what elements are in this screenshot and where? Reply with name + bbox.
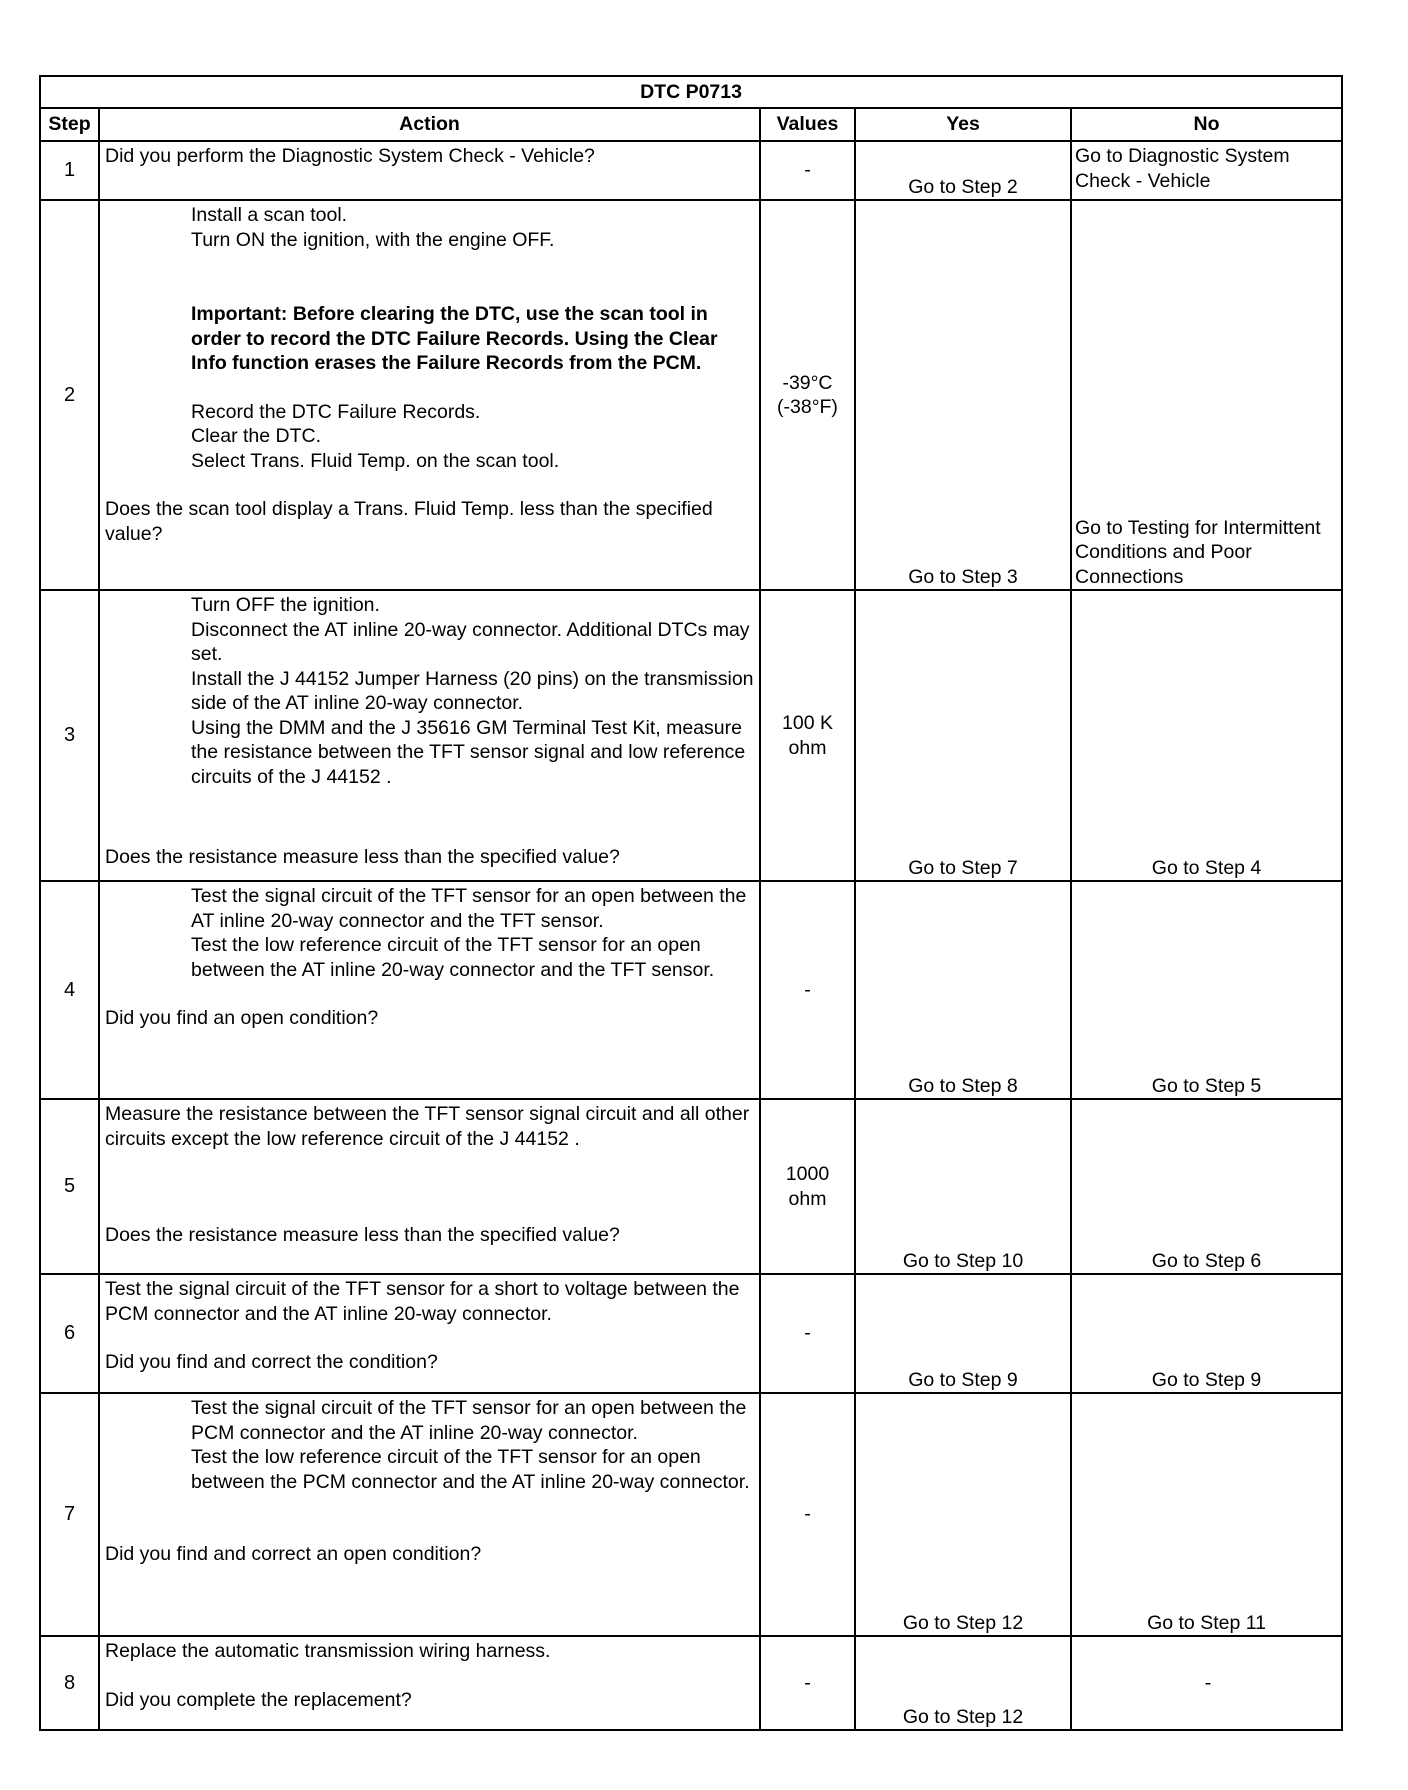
action-step: Disconnect the AT inline 20-way connector. Additional DTCs may set. [191,618,750,665]
action-text: Replace the automatic transmission wiring harness. [105,1640,551,1662]
action-question: Does the scan tool display a Trans. Fluid Temp. less than the specified value? [105,498,713,545]
action-step: Clear the DTC. [191,425,322,447]
action-step: Record the DTC Failure Records. [191,400,481,423]
step-number: 7 [40,1393,99,1636]
action-text: Did you perform the Diagnostic System Check - Vehicle? [105,145,595,167]
step-number: 1 [40,141,99,200]
no-cell: Go to Step 9 [1071,1274,1342,1393]
action-step: Install a scan tool. [191,204,348,226]
dtc-document [39,75,1341,1731]
no-cell: Go to Diagnostic System Check - Vehicle [1071,141,1342,200]
action-step: Install the J 44152 Jumper Harness (20 pins) on the transmission side of the AT inline 20-way connector. [191,667,754,714]
step-number: 8 [40,1636,99,1730]
header-action: Action [99,108,760,141]
action-question: Does the resistance measure less than the specified value? [105,1224,620,1246]
action-cell [99,590,760,881]
action-step: Turn ON the ignition, with the engine OFF. [191,228,555,251]
action-question: Did you find an open condition? [105,1007,379,1029]
value-cell: - [760,1636,855,1730]
yes-cell: Go to Step 12 [855,1636,1071,1730]
action-step: Turn OFF the ignition. [191,594,380,616]
yes-cell: Go to Step 10 [855,1099,1071,1274]
table-title: DTC P0713 [40,76,1342,108]
table-row [40,1393,1342,1636]
action-step: Test the low reference circuit of the TFT sensor for an open between the PCM connector and the AT inline 20-way connector. [191,1446,750,1493]
table-row [40,1636,1342,1730]
action-cell [99,1636,760,1730]
header-yes: Yes [855,108,1071,141]
step-number: 4 [40,881,99,1099]
action-step: Using the DMM and the J 35616 GM Terminal Test Kit, measure the resistance between the TFT sensor signal and low reference circuits of the J 44152 . [191,716,746,788]
action-step: Select Trans. Fluid Temp. on the scan tool. [191,449,560,472]
action-step: Test the signal circuit of the TFT sensor for an open between the PCM connector and the AT inline 20-way connector. [191,1397,747,1444]
no-cell: Go to Step 5 [1071,881,1342,1099]
yes-cell: Go to Step 8 [855,881,1071,1099]
action-cell [99,1274,760,1393]
action-cell [99,141,760,200]
header-step: Step [40,108,99,141]
table-row [40,1099,1342,1274]
action-step: Test the signal circuit of the TFT sensor for an open between the AT inline 20-way connector and the TFT sensor. [191,885,747,932]
value-cell: - [760,1274,855,1393]
no-cell: - [1071,1636,1342,1730]
important-note: Important: Before clearing the DTC, use the scan tool in order to record the DTC Failure Records. Using the Clear Info function erases the Failure Records from the PCM. [191,303,718,374]
action-question: Did you find and correct an open condition? [105,1543,482,1565]
value-cell: - [760,1393,855,1636]
header-values: Values [760,108,855,141]
action-question: Does the resistance measure less than the specified value? [105,846,620,868]
action-cell [99,1099,760,1274]
yes-cell: Go to Step 3 [855,200,1071,590]
value-cell: 100 K ohm [760,590,855,881]
step-number: 5 [40,1099,99,1274]
value-cell: - [760,141,855,200]
action-cell [99,200,760,590]
no-cell: Go to Step 11 [1071,1393,1342,1636]
action-question: Did you find and correct the condition? [105,1351,438,1373]
no-cell: Go to Step 4 [1071,590,1342,881]
action-cell [99,1393,760,1636]
yes-cell: Go to Step 9 [855,1274,1071,1393]
action-text: Test the signal circuit of the TFT sensor for a short to voltage between the PCM connector and the AT inline 20-way connector. [105,1278,740,1325]
table-row [40,590,1342,881]
dtc-table [39,75,1343,1731]
table-row [40,141,1342,200]
value-cell: - [760,881,855,1099]
table-row [40,881,1342,1099]
action-question: Did you complete the replacement? [105,1688,412,1711]
yes-cell: Go to Step 2 [855,141,1071,200]
header-no: No [1071,108,1342,141]
value-cell: -39°C (-38°F) [760,200,855,590]
no-cell: Go to Testing for Intermittent Conditions and Poor Connections [1071,200,1342,590]
table-row [40,1274,1342,1393]
table-row [40,200,1342,590]
yes-cell: Go to Step 7 [855,590,1071,881]
value-cell: 1000 ohm [760,1099,855,1274]
action-text: Measure the resistance between the TFT sensor signal circuit and all other circuits except the low reference circuit of the J 44152 . [105,1103,750,1150]
step-number: 2 [40,200,99,590]
step-number: 3 [40,590,99,881]
action-step: Test the low reference circuit of the TFT sensor for an open between the AT inline 20-way connector and the TFT sensor. [191,934,715,981]
step-number: 6 [40,1274,99,1393]
yes-cell: Go to Step 12 [855,1393,1071,1636]
no-cell: Go to Step 6 [1071,1099,1342,1274]
action-cell [99,881,760,1099]
